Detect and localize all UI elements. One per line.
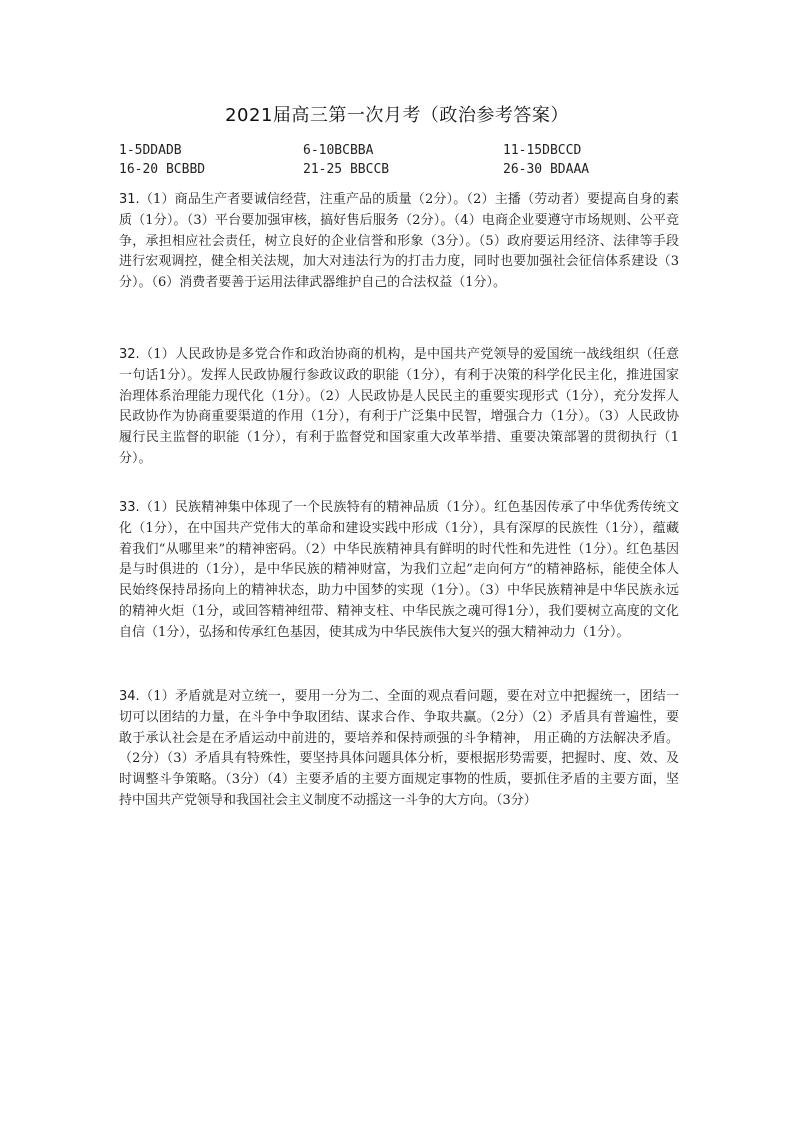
question-answer-text: （1）人民政协是多党合作和政治协商的机构，是中国共产党领导的爱国统一战线组织（任意一句话1分）。发挥人民政协履行参政议政的职能（1分），有利于决策的科学化民主化，推进国家治理体系治理能力现代化（1分）。（2）人民政协是人民民主的重要实现形式（1分），充分发挥人民政协作为协商重要渠道的作用（1分），有利于广泛集中民智，增强合力（1分）。（3）人民政协履行民主监督的职能（1分），有利于监督党和国家重大改革举措、重要决策部署的贯彻执行（1分）。 (119, 347, 679, 466)
question-34-answer (119, 687, 679, 812)
question-31-answer (119, 190, 679, 294)
answer-row (119, 141, 679, 160)
answer-row (119, 160, 679, 179)
question-number: 31. (119, 192, 140, 207)
answer-group: 6-10BCBBA (303, 143, 374, 158)
question-number: 32. (119, 347, 140, 362)
multiple-choice-answers (119, 141, 679, 179)
answer-group: 1-5DDADB (119, 143, 182, 158)
page-title: 2021届高三第一次月考（政治参考答案） (225, 105, 569, 126)
question-answer-text: （1）矛盾就是对立统一，要用一分为二、全面的观点看问题，要在对立中把握统一，团结一切可以团结的力量，在斗争中争取团结、谋求合作、争取共赢。（2分）（2）矛盾具有普遍性，要敢于承认社会是在矛盾运动中前进的，要培养和保持顽强的斗争精神， 用正确的方法解决矛盾。（2分）（3）矛盾具有特殊性，要坚持具体问题具体分析，要根据形势需要，把握时、度、效、及时调整斗争策略。（3分）（4）主要矛盾的主要方面规定事物的性质，要抓住矛盾的主要方面，坚持中国共产党领导和我国社会主义制度不动摇这一斗争的大方向。（3分） (119, 689, 679, 808)
answer-group: 11-15DBCCD (503, 143, 582, 158)
answer-group: 21-25 BBCCB (303, 162, 390, 177)
question-number: 33. (119, 500, 140, 515)
answer-group: 16-20 BCBBD (119, 162, 206, 177)
answer-group: 26-30 BDAAA (503, 162, 590, 177)
question-number: 34. (119, 689, 140, 704)
question-answer-text: （1）商品生产者要诚信经营，注重产品的质量（2分）。（2）主播（劳动者）要提高自身的素质（1分）。（3）平台要加强审核，搞好售后服务（2分）。（4）电商企业要遵守市场规则、公平竞争，承担相应社会责任，树立良好的企业信誉和形象（3分）。（5）政府要运用经济、法律等手段进行宏观调控，健全相关法规，加大对违法行为的打击力度，同时也要加强社会征信体系建设（3分）。（6）消费者要善于运用法律武器维护自己的合法权益（1分）。 (119, 192, 679, 291)
question-answer-text: （1）民族精神集中体现了一个民族特有的精神品质（1分）。红色基因传承了中华优秀传统文化（1分），在中国共产党伟大的革命和建设实践中形成（1分），具有深厚的民族性（1分），蕴藏着我们“从哪里来”的精神密码。（2）中华民族精神具有鲜明的时代性和先进性（1分）。红色基因是与时俱进的（1分），是中华民族的精神财富，为我们立起”走向何方“的精神路标，能使全体人民始终保持昂扬向上的精神状态，助力中国梦的实现（1分）。（3）中华民族精神是中华民族永远的精神火炬（1分，或回答精神纽带、精神支柱、中华民族之魂可得1分），我们要树立高度的文化自信（1分），弘扬和传承红色基因，使其成为中华民族伟大复兴的强大精神动力（1分）。 (119, 500, 679, 640)
question-32-answer (119, 345, 679, 470)
question-33-answer (119, 498, 679, 644)
